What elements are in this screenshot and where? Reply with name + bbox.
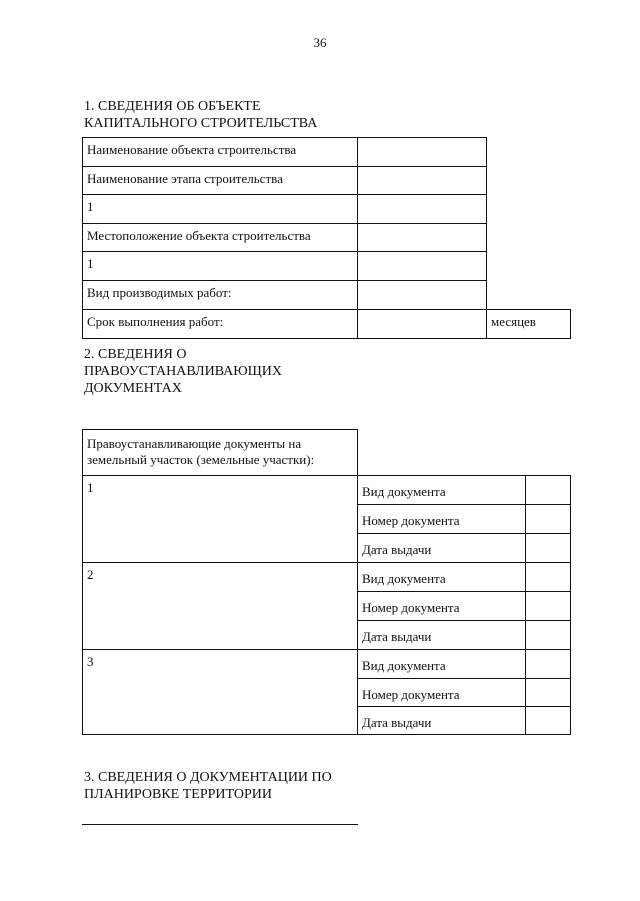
group-1-doc-number-value[interactable] [525,504,571,534]
group-2-doc-type-value[interactable] [525,562,571,592]
unit-months: месяцев [486,309,571,339]
group-3-doc-type-value[interactable] [525,649,571,679]
row-work-term: Срок выполнения работ: [82,309,358,339]
group-1-doc-number-label: Номер документа [357,504,526,534]
value-location[interactable] [357,223,487,252]
title-documents-header: Правоустанавливающие документы на земельный участок (земельные участки): [82,429,358,476]
group-2-issue-date-label: Дата выдачи [357,620,526,650]
group-3-doc-number-label: Номер документа [357,678,526,707]
group-1-doc-type-label: Вид документа [357,475,526,505]
row-stage-name: Наименование этапа строительства [82,166,358,195]
value-stage-name[interactable] [357,166,487,195]
value-work-type[interactable] [357,280,487,310]
group-1-issue-date-value[interactable] [525,533,571,563]
group-2-issue-date-value[interactable] [525,620,571,650]
group-2-doc-type-label: Вид документа [357,562,526,592]
group-1-issue-date-label: Дата выдачи [357,533,526,563]
group-3-doc-type-label: Вид документа [357,649,526,679]
group-3-number: 3 [82,649,358,735]
group-2-number: 2 [82,562,358,650]
value-work-term[interactable] [357,309,487,339]
value-item-1a[interactable] [357,194,487,224]
group-2-doc-number-value[interactable] [525,591,571,621]
section1-title: 1. СВЕДЕНИЯ ОБ ОБЪЕКТЕ КАПИТАЛЬНОГО СТРОИТЕЛЬСТВА [84,99,318,131]
group-1-number: 1 [82,475,358,563]
group-1-doc-type-value[interactable] [525,475,571,505]
value-item-1b[interactable] [357,251,487,281]
page-number: 36 [313,35,327,50]
value-object-name[interactable] [357,137,487,167]
row-location: Местоположение объекта строительства [82,223,358,252]
group-2-doc-number-label: Номер документа [357,591,526,621]
row-work-type: Вид производимых работ: [82,280,358,310]
row-item-1a: 1 [82,194,358,224]
section2-title: 2. СВЕДЕНИЯ О ПРАВОУСТАНАВЛИВАЮЩИХ ДОКУМЕНТАХ [84,347,283,396]
row-item-1b: 1 [82,251,358,281]
group-3-doc-number-value[interactable] [525,678,571,707]
group-3-issue-date-label: Дата выдачи [357,706,526,735]
section3-title: 3. СВЕДЕНИЯ О ДОКУМЕНТАЦИИ ПО ПЛАНИРОВКЕ ТЕРРИТОРИИ [84,770,332,802]
group-3-issue-date-value[interactable] [525,706,571,735]
section3-rule [82,824,358,825]
row-object-name: Наименование объекта строительства [82,137,358,167]
